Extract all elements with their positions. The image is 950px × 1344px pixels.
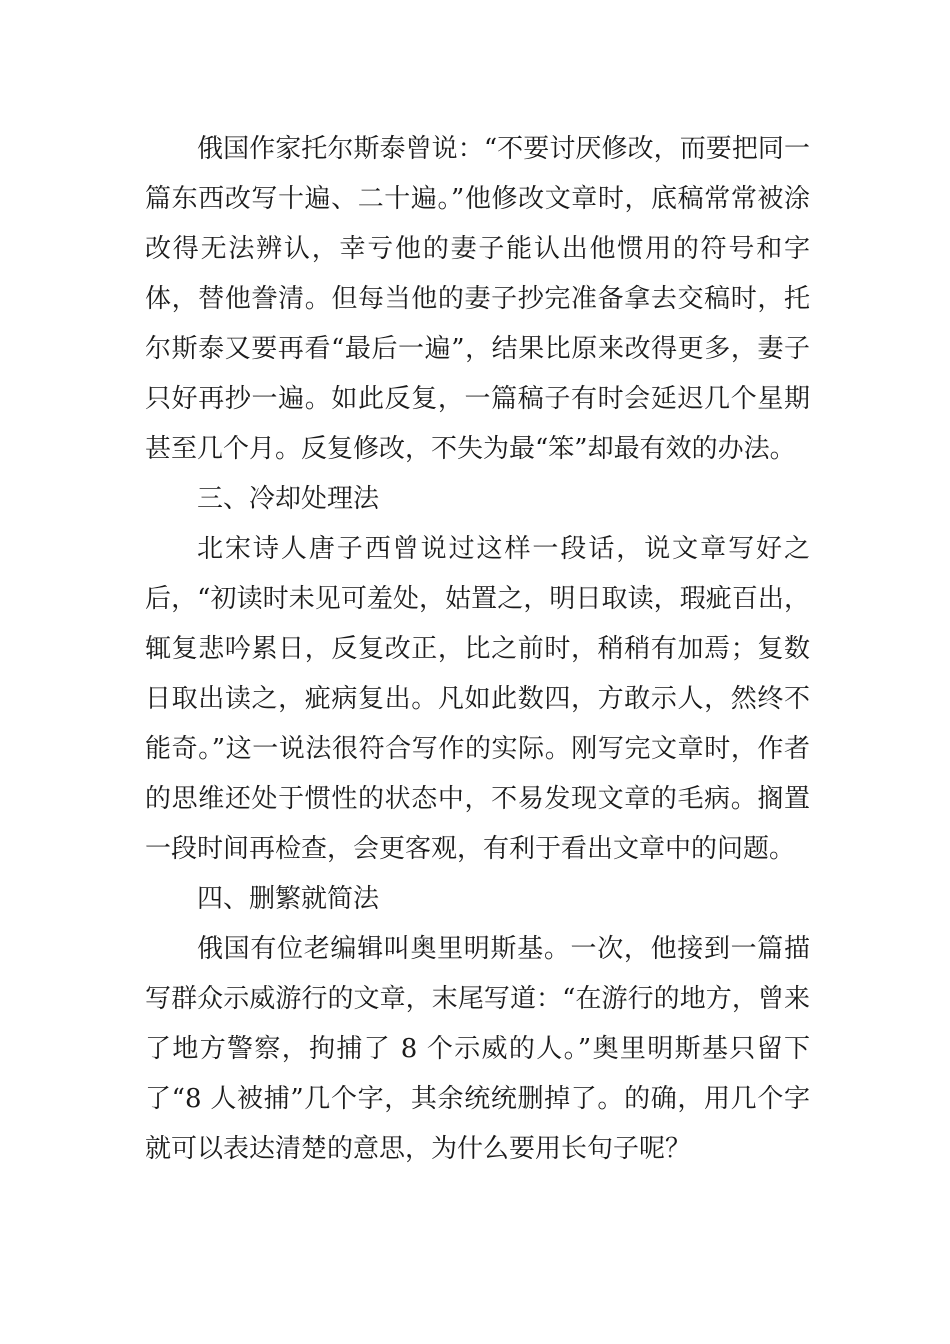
section-heading-simplify: 四、删繁就简法 [197, 884, 380, 914]
document-body [145, 124, 810, 1174]
paragraph-tang-zixi: 北宋诗人唐子西曾说过这样一段话，说文章写好之后，“初读时未见可羞处，姑置之，明日取读，瑕疵百出，辄复悲吟累日，反复改正，比之前时，稍稍有加焉；复数日取出读之，疵病复出。凡如此数四，方敢示人，然终不能奇。”这一说法很符合写作的实际。刚写完文章时，作者的思维还处于惯性的状态中，不易发现文章的毛病。搁置一段时间再检查，会更客观，有利于看出文章中的问题。 [145, 534, 810, 864]
section-heading-cooling: 三、冷却处理法 [197, 484, 380, 514]
paragraph-tolstoy: 俄国作家托尔斯泰曾说：“不要讨厌修改，而要把同一篇东西改写十遍、二十遍。”他修改文章时，底稿常常被涂改得无法辨认，幸亏他的妻子能认出他惯用的符号和字体，替他誊清。但每当他的妻子抄完准备拿去交稿时，托尔斯泰又要再看“最后一遍”，结果比原来改得更多，妻子只好再抄一遍。如此反复，一篇稿子有时会延迟几个星期甚至几个月。反复修改，不失为最“笨”却最有效的办法。 [145, 134, 810, 464]
paragraph-olminsky: 俄国有位老编辑叫奥里明斯基。一次，他接到一篇描写群众示威游行的文章，末尾写道：“在游行的地方，曾来了地方警察，拘捕了 8 个示威的人。”奥里明斯基只留下了“8 人被捕”几个字，其余统统删掉了。的确，用几个字就可以表达清楚的意思，为什么要用长句子呢？ [145, 934, 810, 1164]
